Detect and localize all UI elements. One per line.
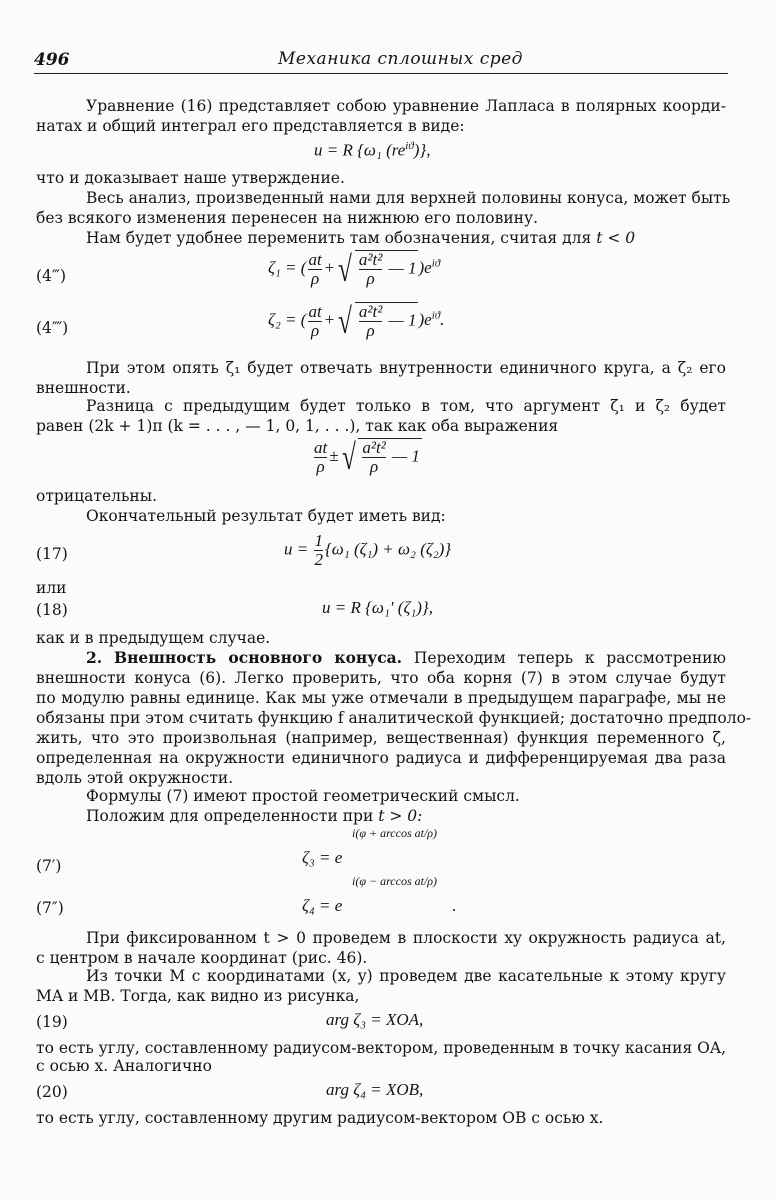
text-line: вдоль этой окружности. (36, 769, 234, 787)
equation-number: (19) (36, 1013, 68, 1031)
text-line: без всякого изменения перенесен на нижнюю его половину. (36, 209, 539, 227)
equation-number: (7″) (36, 899, 64, 917)
equation-20: arg ζ₄ = XOB, (326, 1080, 424, 1099)
text-line: MA и MB. Тогда, как видно из рисунка, (36, 987, 360, 1005)
equation-expression: $\frac{at}{\rho}$ ±√ $\frac{\text{a²t²}}{\rho}$ — 1 (314, 437, 420, 477)
equation-zeta4-exponent: i(φ − arccos at/ρ) (352, 874, 438, 888)
text-line: Окончательный результат будет иметь вид: (86, 507, 446, 525)
equation-number: (7′) (36, 857, 62, 875)
text-line: определенная на окружности единичного радиуса и дифференцируемая два раза (36, 749, 726, 767)
page-number: 496 (34, 50, 70, 70)
equation-19: arg ζ₃ = XOA, (326, 1010, 424, 1029)
text-line: Нам будет удобнее переменить там обозначения, считая для t < 0 (86, 229, 636, 247)
equation-17: u = $\frac{1}{2}$ {ω₁ (ζ₁) + ω₂ (ζ₂)} (284, 531, 452, 569)
text-line: равен (2k + 1)π (k = . . . , — 1, 0, 1, . . .), так как оба выражения (36, 417, 559, 435)
text-line: то есть углу, составленному другим радиусом-вектором OB с осью x. (36, 1109, 604, 1127)
equation-zeta2: ζ₂ = ( $\frac{at}{\rho}$ +√ $\frac{\text{a²t²}}{\rho}$ — 1 )$e^{iϑ}$. (268, 301, 445, 341)
equation-number: (18) (36, 601, 68, 619)
section-heading-line: 2. Внешность основного конуса. Переходим теперь к рассмотрению (86, 648, 727, 667)
equation-number: (17) (36, 545, 68, 563)
text-line: как и в предыдущем случае. (36, 629, 271, 647)
equation-number: (4‴) (36, 267, 67, 285)
text-line: натах и общий интеграл его представляется в виде: (36, 117, 465, 135)
equation-number: (20) (36, 1083, 68, 1101)
text-line: что и доказывает наше утверждение. (36, 169, 345, 187)
header-rule (34, 73, 728, 74)
text-line: внешности конуса (6). Легко проверить, что оба корня (7) в этом случае будут (36, 669, 726, 687)
equation-u-laplace: u = R {ω₁ $(re^{iϑ})$}, (314, 140, 431, 160)
equation-zeta3: ζ₃ = e (302, 848, 343, 867)
text-line: то есть углу, составленному радиусом-вектором, проведенным в точку касания OA, (36, 1039, 726, 1057)
text-line: Положим для определенности при t > 0: (86, 807, 423, 825)
equation-zeta1: ζ₁ = ( $\frac{at}{\rho}$ +√ $\frac{\text{a²t²}}{\rho}$ — 1 )$e^{iϑ}$ (268, 249, 441, 289)
running-title: Механика сплошных сред (278, 49, 523, 69)
text-line: с осью x. Аналогично (36, 1057, 212, 1075)
text-line: отрицательны. (36, 487, 157, 505)
text-line: внешности. (36, 379, 131, 397)
text-line: При этом опять ζ₁ будет отвечать внутренности единичного круга, а ζ₂ его (86, 359, 726, 377)
text-line: жить, что это произвольная (например, вещественная) функция переменного ζ, (36, 729, 726, 747)
equation-zeta3-exponent: i(φ + arccos at/ρ) (352, 826, 438, 840)
equation-number: (4⁗) (36, 319, 69, 337)
text-line: Формулы (7) имеют простой геометрический смысл. (86, 787, 520, 805)
text-line: При фиксированном t > 0 проведем в плоскости xy окружность радиуса at, (86, 929, 726, 947)
text-line: с центром в начале координат (рис. 46). (36, 949, 368, 967)
text-line: Разница с предыдущим будет только в том, что аргумент ζ₁ и ζ₂ будет (86, 397, 726, 415)
equation-zeta4: ζ₄ = e . (302, 896, 457, 915)
text-line: Весь анализ, произведенный нами для верхней половины конуса, может быть (86, 189, 731, 207)
text-line: по модулю равны единице. Как мы уже отмечали в предыдущем параграфе, мы не (36, 689, 726, 707)
text-line: или (36, 579, 67, 597)
equation-18: u = R {ω₁′ (ζ₁)}, (322, 598, 433, 617)
text-line: Из точки M с координатами (x, y) проведем две касательные к этому кругу (86, 967, 726, 985)
text-line: обязаны при этом считать функцию f аналитической функцией; достаточно предполо- (36, 709, 752, 727)
text-line: Уравнение (16) представляет собою уравнение Лапласа в полярных коорди- (86, 97, 726, 115)
